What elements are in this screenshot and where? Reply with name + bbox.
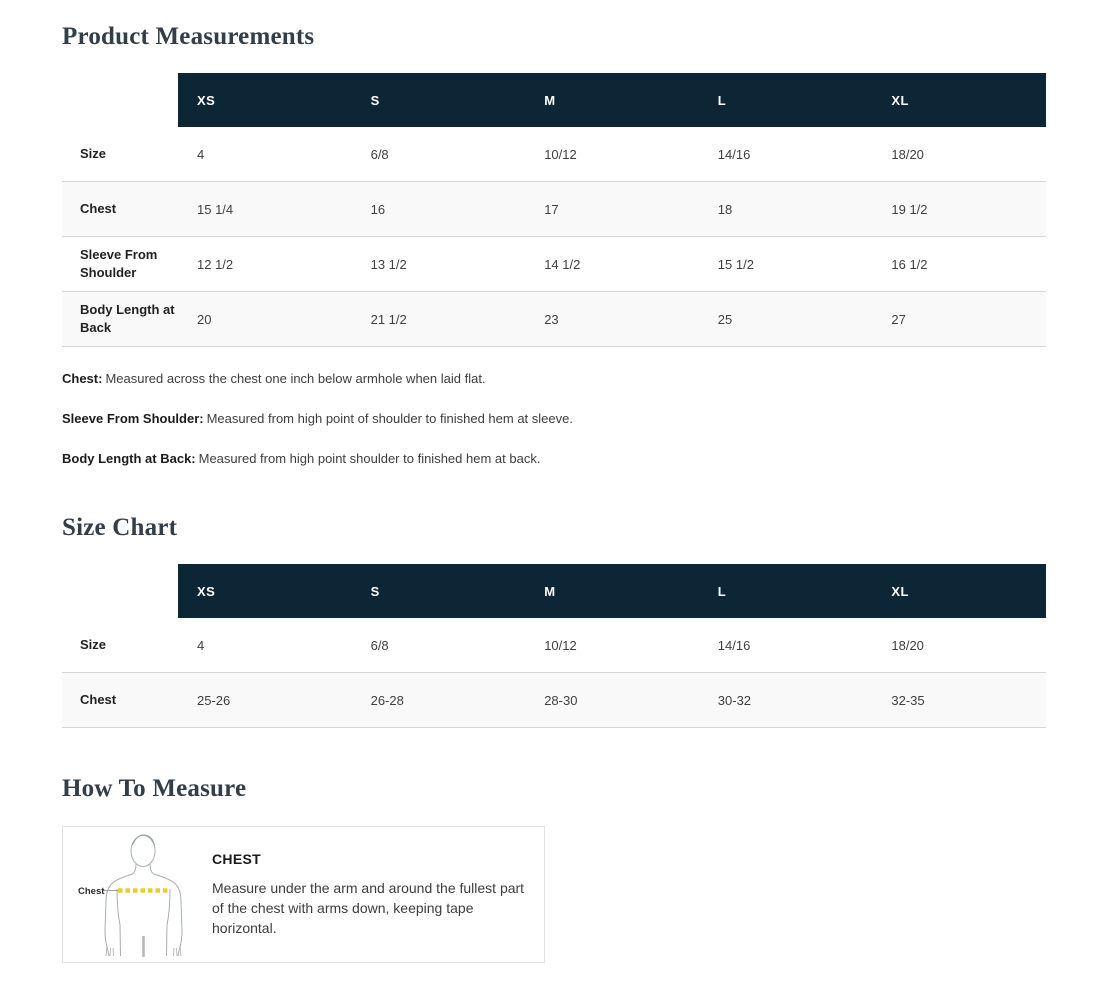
row-label: Chest bbox=[80, 201, 117, 216]
size-chart-table bbox=[62, 564, 1046, 728]
table-cell: 19 1/2 bbox=[891, 201, 928, 217]
table-cell: 25 bbox=[717, 311, 733, 327]
column-header-s: S bbox=[370, 583, 380, 599]
table-cell: 14/16 bbox=[717, 637, 751, 653]
column-header-xl: XL bbox=[891, 583, 909, 599]
table-row-size bbox=[62, 618, 1046, 673]
table-header-row bbox=[178, 73, 1046, 127]
size-chart-heading: Size Chart bbox=[62, 514, 178, 541]
table-cell: 16 1/2 bbox=[891, 256, 928, 272]
torso-outline-icon bbox=[77, 832, 199, 957]
table-cell: 12 1/2 bbox=[197, 256, 234, 272]
table-cell: 20 bbox=[197, 311, 212, 327]
table-cell: 10/12 bbox=[544, 146, 577, 162]
how-to-measure-heading: How To Measure bbox=[62, 775, 247, 802]
row-label: Chest bbox=[80, 692, 117, 707]
table-cell: 14 1/2 bbox=[544, 256, 581, 272]
table-row-sleeve bbox=[62, 237, 1046, 292]
measure-card-description: Measure under the arm and around the fullest part of the chest with arms down, keeping tape horizontal. bbox=[212, 880, 525, 936]
measure-card-text bbox=[212, 851, 530, 938]
note-chest bbox=[62, 370, 1046, 387]
column-header-xs: XS bbox=[197, 583, 216, 599]
column-header-s: S bbox=[370, 92, 380, 108]
table-cell: 26-28 bbox=[370, 692, 404, 708]
table-cell: 6/8 bbox=[370, 637, 389, 653]
table-cell: 18/20 bbox=[891, 146, 924, 162]
column-header-m: M bbox=[544, 583, 556, 599]
table-cell: 16 bbox=[370, 201, 386, 217]
table-cell: 10/12 bbox=[544, 637, 577, 653]
product-measurements-heading: Product Measurements bbox=[62, 23, 315, 50]
how-to-measure-card bbox=[62, 826, 545, 963]
table-cell: 27 bbox=[891, 311, 906, 327]
column-header-m: M bbox=[544, 92, 556, 108]
note-body-length bbox=[62, 450, 1046, 467]
table-row-body-length bbox=[62, 292, 1046, 347]
table-cell: 4 bbox=[197, 637, 205, 653]
table-cell: 18/20 bbox=[891, 637, 924, 653]
note-text: Measured from high point of shoulder to finished hem at sleeve. bbox=[206, 411, 573, 426]
table-cell: 25-26 bbox=[197, 692, 231, 708]
table-cell: 15 1/2 bbox=[717, 256, 754, 272]
note-label: Sleeve From Shoulder: bbox=[62, 411, 204, 426]
measure-card-title: CHEST bbox=[212, 851, 261, 867]
table-cell: 15 1/4 bbox=[197, 201, 234, 217]
figure-chest-label: Chest bbox=[78, 886, 105, 897]
row-label: Sleeve From Shoulder bbox=[80, 247, 158, 280]
table-cell: 18 bbox=[717, 201, 733, 217]
table-cell: 30-32 bbox=[717, 692, 752, 708]
note-label: Body Length at Back: bbox=[62, 451, 196, 466]
body-figure-illustration bbox=[77, 832, 199, 957]
row-label: Size bbox=[80, 637, 107, 652]
product-measurements-table bbox=[62, 73, 1046, 347]
row-label: Size bbox=[80, 146, 107, 161]
table-cell: 14/16 bbox=[717, 146, 751, 162]
table-cell: 4 bbox=[197, 146, 205, 162]
column-header-xs: XS bbox=[197, 92, 216, 108]
table-row-chest bbox=[62, 673, 1046, 728]
table-cell: 6/8 bbox=[370, 146, 389, 162]
column-header-xl: XL bbox=[891, 92, 909, 108]
note-label: Chest: bbox=[62, 371, 103, 386]
note-sleeve bbox=[62, 410, 1046, 427]
table-row-chest bbox=[62, 182, 1046, 237]
table-cell: 23 bbox=[544, 311, 559, 327]
column-header-l: L bbox=[717, 583, 727, 599]
table-cell: 17 bbox=[544, 201, 559, 217]
measurement-notes bbox=[62, 370, 1046, 467]
row-label: Body Length at Back bbox=[80, 302, 175, 335]
table-cell: 21 1/2 bbox=[370, 311, 407, 327]
note-text: Measured from high point shoulder to finished hem at back. bbox=[198, 451, 541, 466]
table-cell: 32-35 bbox=[891, 692, 925, 708]
table-header-row bbox=[178, 564, 1046, 618]
table-row-size bbox=[62, 127, 1046, 182]
table-cell: 13 1/2 bbox=[370, 256, 407, 272]
column-header-l: L bbox=[717, 92, 727, 108]
table-cell: 28-30 bbox=[544, 692, 578, 708]
note-text: Measured across the chest one inch below armhole when laid flat. bbox=[105, 371, 486, 386]
